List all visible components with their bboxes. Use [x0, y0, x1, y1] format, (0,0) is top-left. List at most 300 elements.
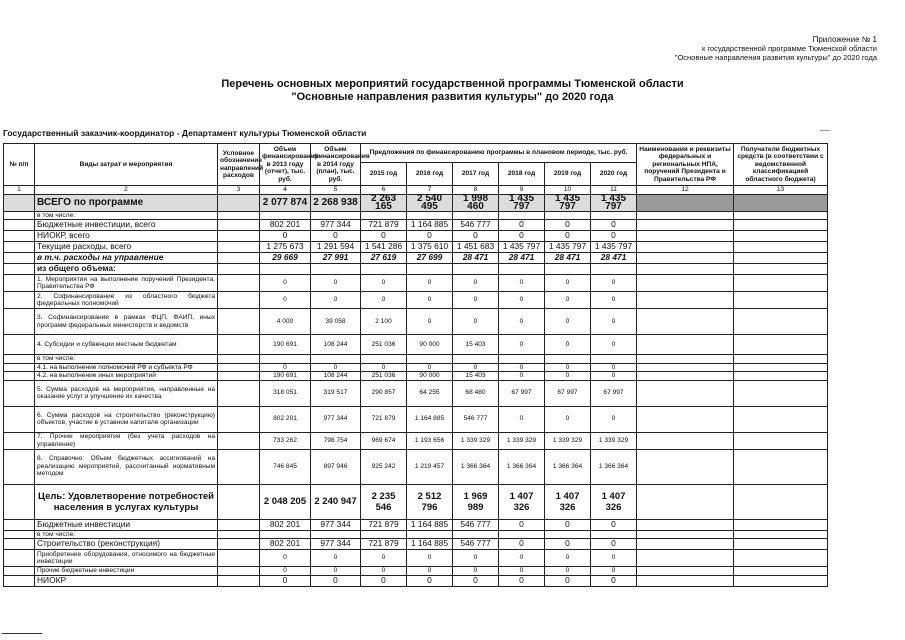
row-acts-cell — [637, 264, 734, 275]
row-number-cell — [4, 242, 35, 253]
blank-margin — [828, 309, 891, 335]
header-acts: Наименования и реквизиты федеральных и региональных НПА, поручений Президента и Правительства РФ — [637, 144, 734, 186]
header-type: Виды затрат и мероприятия — [35, 144, 218, 186]
row-number-cell — [4, 519, 35, 530]
col-num-9: 9 — [499, 186, 545, 195]
row-value: 0 — [545, 576, 591, 587]
row-cond-cell — [218, 309, 260, 335]
row-cond-cell — [218, 372, 260, 381]
table-body — [4, 194, 891, 587]
row-value: 1 435 797 — [545, 194, 591, 211]
document-title — [0, 78, 905, 104]
row-value: 0 — [545, 550, 591, 567]
row-acts-cell — [637, 220, 734, 231]
row-value: 1 366 364 — [591, 449, 637, 484]
row-value: 2 048 205 — [260, 484, 311, 519]
row-value: 0 — [499, 372, 545, 381]
row-acts-cell — [637, 363, 734, 372]
row-value: 0 — [499, 335, 545, 355]
row-acts-cell — [637, 432, 734, 449]
row-cond-cell — [218, 576, 260, 587]
row-recipients-cell — [734, 309, 828, 335]
row-value: 0 — [260, 550, 311, 567]
row-value — [311, 264, 361, 275]
col-num-7: 7 — [407, 186, 453, 195]
row-recipients-cell — [734, 355, 828, 364]
row-recipients-cell — [734, 231, 828, 242]
row-number-cell — [4, 380, 35, 406]
row-recipients-cell — [734, 275, 828, 292]
row-value: 0 — [591, 220, 637, 231]
row-value: 0 — [361, 231, 407, 242]
row-recipients-cell — [734, 484, 828, 519]
appendix-line-1: Приложение № 1 — [812, 35, 877, 44]
row-acts-cell — [637, 406, 734, 432]
row-value: 0 — [311, 567, 361, 576]
row-value: 977 344 — [311, 519, 361, 530]
row-cond-cell — [218, 550, 260, 567]
row-value — [453, 530, 499, 539]
row-value: 1 339 329 — [453, 432, 499, 449]
row-acts-cell — [637, 211, 734, 220]
row-label: 3. Софинансирование в рамках ФЦП, ФАИП, иных программ федеральных министерств и ведомств — [35, 309, 218, 335]
blank-margin — [828, 530, 891, 539]
row-value: 0 — [591, 550, 637, 567]
header-2015: 2015 год — [361, 163, 407, 186]
row-recipients-cell — [734, 264, 828, 275]
row-value: 1 219 457 — [407, 449, 453, 484]
row-value: 0 — [545, 292, 591, 309]
title-line-2: "Основные направления развития культуры" до 2020 года — [291, 91, 614, 103]
row-value: 2 268 938 — [311, 194, 361, 211]
row-value: 2 077 874 — [260, 194, 311, 211]
table-row — [4, 576, 891, 587]
row-value — [499, 264, 545, 275]
table-row — [4, 530, 891, 539]
row-number-cell — [4, 231, 35, 242]
col-num-6: 6 — [361, 186, 407, 195]
row-cond-cell — [218, 567, 260, 576]
row-acts-cell — [637, 355, 734, 364]
table-row — [4, 275, 891, 292]
row-number-cell — [4, 292, 35, 309]
row-value: 290 857 — [361, 380, 407, 406]
row-number-cell — [4, 220, 35, 231]
row-value: 0 — [545, 363, 591, 372]
row-label: 2. Софинансирование из областного бюджета федеральных полномочий — [35, 292, 218, 309]
row-value: 0 — [545, 335, 591, 355]
table-row — [4, 567, 891, 576]
row-value: 90 000 — [407, 335, 453, 355]
row-value: 1 366 364 — [499, 449, 545, 484]
row-value: 897 946 — [311, 449, 361, 484]
row-value — [407, 211, 453, 220]
header-2020: 2020 год — [591, 163, 637, 186]
row-recipients-cell — [734, 567, 828, 576]
row-recipients-cell — [734, 539, 828, 550]
blank-margin — [828, 363, 891, 372]
row-recipients-cell — [734, 242, 828, 253]
row-value: 798 754 — [311, 432, 361, 449]
row-value: 802 201 — [260, 519, 311, 530]
row-value: 0 — [453, 363, 499, 372]
row-label: 8. Справочно: Объем бюджетных ассигнований на реализацию мероприятий, рассчитанный нормативным методом — [35, 449, 218, 484]
row-recipients-cell — [734, 292, 828, 309]
row-label: 4.1. на выполнение полномочий РФ и субъекта РФ — [35, 363, 218, 372]
row-value: 0 — [407, 576, 453, 587]
blank-margin — [828, 449, 891, 484]
row-recipients-cell — [734, 550, 828, 567]
row-value: 0 — [311, 275, 361, 292]
row-value: 0 — [499, 292, 545, 309]
row-acts-cell — [637, 292, 734, 309]
row-number-cell — [4, 309, 35, 335]
row-acts-cell — [637, 194, 734, 211]
row-value — [407, 355, 453, 364]
table-row — [4, 372, 891, 381]
row-value: 1 339 329 — [499, 432, 545, 449]
row-value: 0 — [591, 292, 637, 309]
row-value — [591, 211, 637, 220]
row-value: 1 435 797 — [591, 242, 637, 253]
row-value: 0 — [545, 519, 591, 530]
row-value: 2 240 947 — [311, 484, 361, 519]
row-cond-cell — [218, 363, 260, 372]
row-acts-cell — [637, 380, 734, 406]
table-row — [4, 519, 891, 530]
table-row — [4, 211, 891, 220]
row-value: 0 — [453, 292, 499, 309]
row-label: 4.2. на выполнение иных мероприятий — [35, 372, 218, 381]
row-value — [545, 211, 591, 220]
row-value: 0 — [499, 406, 545, 432]
row-value — [499, 355, 545, 364]
row-cond-cell — [218, 530, 260, 539]
header-2018: 2018 год — [499, 163, 545, 186]
row-cond-cell — [218, 335, 260, 355]
blank-margin — [828, 231, 891, 242]
row-value: 67 997 — [545, 380, 591, 406]
row-value: 0 — [545, 220, 591, 231]
row-label: ВСЕГО по программе — [35, 194, 218, 211]
row-recipients-cell — [734, 220, 828, 231]
row-value: 0 — [545, 406, 591, 432]
row-value: 1 407 326 — [591, 484, 637, 519]
row-value: 1 275 673 — [260, 242, 311, 253]
row-cond-cell — [218, 194, 260, 211]
row-value: 0 — [453, 576, 499, 587]
table-row — [4, 432, 891, 449]
divider — [2, 633, 42, 634]
row-acts-cell — [637, 335, 734, 355]
row-value: 0 — [407, 231, 453, 242]
row-value: 0 — [260, 275, 311, 292]
table-row — [4, 380, 891, 406]
row-number-cell — [4, 539, 35, 550]
row-value: 546 777 — [453, 539, 499, 550]
row-value: 190 691 — [260, 335, 311, 355]
row-value — [311, 530, 361, 539]
header-no: № п/п — [4, 144, 35, 186]
row-label: Цель: Удовлетворение потребностей населения в услугах культуры — [35, 484, 218, 519]
row-value: 67 997 — [499, 380, 545, 406]
col-num-4: 4 — [260, 186, 311, 195]
row-recipients-cell — [734, 576, 828, 587]
row-value — [453, 211, 499, 220]
row-value: 0 — [260, 576, 311, 587]
table-row — [4, 242, 891, 253]
row-label: Бюджетные инвестиции, всего — [35, 220, 218, 231]
row-number-cell — [4, 567, 35, 576]
row-cond-cell — [218, 519, 260, 530]
row-value: 28 471 — [591, 253, 637, 264]
row-value: 64 255 — [407, 380, 453, 406]
row-value: 0 — [361, 275, 407, 292]
row-value: 190 691 — [260, 372, 311, 381]
blank-margin — [828, 432, 891, 449]
table-row — [4, 355, 891, 364]
row-value: 0 — [407, 567, 453, 576]
row-value: 28 471 — [499, 253, 545, 264]
row-value: 1 407 326 — [499, 484, 545, 519]
row-label: Приобретение оборудования, относимого на бюджетные инвестиции — [35, 550, 218, 567]
header-row — [4, 144, 891, 163]
row-recipients-cell — [734, 211, 828, 220]
row-value: 977 344 — [311, 220, 361, 231]
row-value: 90 000 — [407, 372, 453, 381]
row-label: в т.ч. расходы на управление — [35, 253, 218, 264]
blank-margin — [828, 335, 891, 355]
row-value — [260, 264, 311, 275]
blank-margin — [828, 539, 891, 550]
row-cond-cell — [218, 355, 260, 364]
row-cond-cell — [218, 253, 260, 264]
title-line-1: Перечень основных мероприятий государственной программы Тюменской области — [221, 78, 684, 90]
blank-margin — [828, 292, 891, 309]
row-value: 977 344 — [311, 539, 361, 550]
row-acts-cell — [637, 275, 734, 292]
row-number-cell — [4, 211, 35, 220]
table-row — [4, 484, 891, 519]
col-num-13: 13 — [734, 186, 828, 195]
col-num-8: 8 — [453, 186, 499, 195]
blank-margin — [828, 264, 891, 275]
row-cond-cell — [218, 275, 260, 292]
row-label: в том числе: — [35, 211, 218, 220]
appendix-line-3: "Основные направления развития культуры" до 2020 года — [674, 53, 877, 62]
row-value: 0 — [407, 292, 453, 309]
blank-margin — [828, 186, 891, 195]
row-value — [453, 355, 499, 364]
row-value: 0 — [453, 567, 499, 576]
col-num-1: 1 — [4, 186, 35, 195]
row-value — [453, 264, 499, 275]
row-value — [591, 530, 637, 539]
table-row — [4, 539, 891, 550]
row-value: 0 — [591, 406, 637, 432]
table-row — [4, 449, 891, 484]
row-value: 1 407 326 — [545, 484, 591, 519]
row-acts-cell — [637, 519, 734, 530]
row-value: 251 036 — [361, 335, 407, 355]
row-value: 1 435 797 — [545, 242, 591, 253]
row-value: 0 — [499, 309, 545, 335]
row-value: 1 375 610 — [407, 242, 453, 253]
row-value — [591, 264, 637, 275]
blank-margin — [828, 220, 891, 231]
row-value: 0 — [361, 363, 407, 372]
table-row — [4, 309, 891, 335]
row-label: 7. Прочие мероприятия (без учета расходов на управление) — [35, 432, 218, 449]
row-cond-cell — [218, 449, 260, 484]
table-row — [4, 406, 891, 432]
row-recipients-cell — [734, 432, 828, 449]
row-value: 68 480 — [453, 380, 499, 406]
row-value — [591, 355, 637, 364]
row-acts-cell — [637, 231, 734, 242]
row-value: 0 — [260, 292, 311, 309]
row-label: Строительство (реконструкция) — [35, 539, 218, 550]
row-number-cell — [4, 484, 35, 519]
row-acts-cell — [637, 550, 734, 567]
col-num-12: 12 — [637, 186, 734, 195]
row-label: НИОКР, всего — [35, 231, 218, 242]
row-cond-cell — [218, 231, 260, 242]
row-value: 969 674 — [361, 432, 407, 449]
row-acts-cell — [637, 372, 734, 381]
row-cond-cell — [218, 539, 260, 550]
row-value: 0 — [361, 576, 407, 587]
row-value: 721 879 — [361, 519, 407, 530]
row-value — [499, 530, 545, 539]
row-value: 2 235 546 — [361, 484, 407, 519]
blank-margin — [828, 253, 891, 264]
row-value: 0 — [499, 539, 545, 550]
row-value: 0 — [545, 231, 591, 242]
row-value: 0 — [407, 309, 453, 335]
row-acts-cell — [637, 576, 734, 587]
row-value: 1 164 885 — [407, 406, 453, 432]
row-value: 721 879 — [361, 220, 407, 231]
header-vol2014: Объем финансирования в 2014 году (план), тыс. руб. — [311, 144, 361, 186]
row-number-cell — [4, 406, 35, 432]
row-value: 0 — [499, 275, 545, 292]
row-value: 1 435 797 — [591, 194, 637, 211]
row-value: 0 — [453, 275, 499, 292]
row-acts-cell — [637, 242, 734, 253]
row-value — [361, 211, 407, 220]
table-row — [4, 231, 891, 242]
row-value: 0 — [591, 567, 637, 576]
table-row — [4, 264, 891, 275]
row-number-cell — [4, 432, 35, 449]
row-value: 0 — [311, 231, 361, 242]
row-value: 802 201 — [260, 220, 311, 231]
row-recipients-cell — [734, 380, 828, 406]
row-value: 0 — [545, 275, 591, 292]
row-number-cell — [4, 363, 35, 372]
row-value: 1 291 594 — [311, 242, 361, 253]
row-value — [260, 211, 311, 220]
row-recipients-cell — [734, 363, 828, 372]
row-label: Прочие бюджетные инвестиции — [35, 567, 218, 576]
row-value: 0 — [499, 519, 545, 530]
row-value — [260, 530, 311, 539]
row-value: 2 540 495 — [407, 194, 453, 211]
row-acts-cell — [637, 253, 734, 264]
row-value: 108 244 — [311, 372, 361, 381]
row-value: 546 777 — [453, 519, 499, 530]
row-number-cell — [4, 264, 35, 275]
header-vol2013: Объем финансирования в 2013 году (отчет), тыс. руб. — [260, 144, 311, 186]
row-label: 5. Сумма расходов на мероприятия, направленные на оказание услуг и улучшение их качества — [35, 380, 218, 406]
col-num-5: 5 — [311, 186, 361, 195]
row-value: 0 — [591, 275, 637, 292]
row-cond-cell — [218, 432, 260, 449]
row-value: 28 471 — [545, 253, 591, 264]
row-value: 2 100 — [361, 309, 407, 335]
row-value: 1 339 329 — [591, 432, 637, 449]
row-acts-cell — [637, 484, 734, 519]
row-value: 1 193 656 — [407, 432, 453, 449]
row-value: 0 — [311, 550, 361, 567]
row-value: 925 242 — [361, 449, 407, 484]
table-row — [4, 253, 891, 264]
header-2017: 2017 год — [453, 163, 499, 186]
row-acts-cell — [637, 449, 734, 484]
row-value: 746 845 — [260, 449, 311, 484]
table-row — [4, 220, 891, 231]
row-number-cell — [4, 550, 35, 567]
col-num-10: 10 — [545, 186, 591, 195]
row-value: 108 244 — [311, 335, 361, 355]
row-value: 1 435 797 — [499, 242, 545, 253]
row-cond-cell — [218, 211, 260, 220]
row-value: 0 — [260, 363, 311, 372]
row-value — [361, 264, 407, 275]
row-value: 0 — [407, 275, 453, 292]
blank-margin — [828, 576, 891, 587]
row-value: 721 879 — [361, 539, 407, 550]
row-value — [545, 530, 591, 539]
header-proposals: Предложения по финансированию программы в плановом периоде, тыс. руб. — [361, 144, 637, 163]
table-row — [4, 335, 891, 355]
row-value: 1 164 885 — [407, 519, 453, 530]
row-value: 0 — [499, 231, 545, 242]
row-value: 0 — [361, 550, 407, 567]
row-value: 319 517 — [311, 380, 361, 406]
row-value: 0 — [545, 372, 591, 381]
row-value: 0 — [407, 550, 453, 567]
blank-margin — [828, 484, 891, 519]
row-value — [407, 530, 453, 539]
row-acts-cell — [637, 309, 734, 335]
row-value — [260, 355, 311, 364]
row-value: 0 — [311, 292, 361, 309]
col-num-3: 3 — [218, 186, 260, 195]
row-acts-cell — [637, 539, 734, 550]
row-value: 0 — [499, 550, 545, 567]
row-label: 4. Субсидии и субвенции местным бюджетам — [35, 335, 218, 355]
row-value: 1 541 286 — [361, 242, 407, 253]
row-number-cell — [4, 335, 35, 355]
row-value: 1 969 989 — [453, 484, 499, 519]
row-value: 721 879 — [361, 406, 407, 432]
row-value: 0 — [311, 576, 361, 587]
row-value: 0 — [260, 231, 311, 242]
row-cond-cell — [218, 406, 260, 432]
column-numbers-row — [4, 186, 891, 195]
